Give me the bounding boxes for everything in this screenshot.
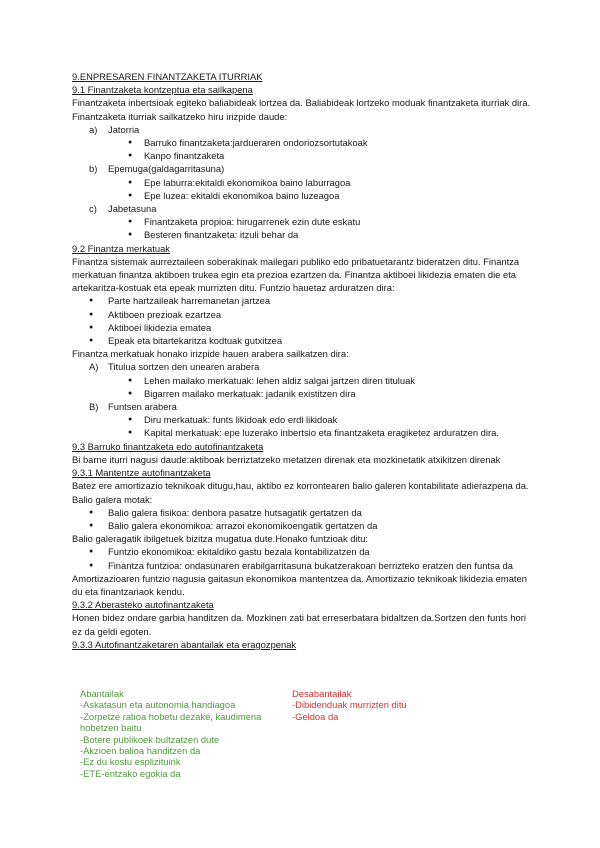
list-item xyxy=(72,387,532,400)
bullet-marker: ● xyxy=(128,376,133,384)
list-item xyxy=(72,374,532,387)
section-9-3-heading: 9.3 Barruko finantzaketa edo autofinantzaketa xyxy=(72,440,264,452)
document-body xyxy=(72,70,532,651)
list-item: -Geldoa da xyxy=(292,710,339,722)
bullet-marker: ● xyxy=(128,429,133,437)
section-9-3-2-text: Honen bidez ondare garbia handitzen da. Mozkinen zati bat erreserbatara bidaltzen da.Sortzen den funts hori ez da geldi egoten. xyxy=(72,612,526,637)
group-B xyxy=(72,400,532,413)
list-item-text: Bigarren mailako merkatuak: jadanik existitzen dira xyxy=(144,387,356,399)
bullet-marker: ● xyxy=(128,231,133,239)
group-b xyxy=(72,162,532,175)
group-c xyxy=(72,202,532,215)
document-title: 9.ENPRESAREN FINANTZAKETA ITURRIAK xyxy=(72,71,263,82)
list-item-text: Aktiboen prezioak ezartzea xyxy=(108,308,222,320)
list-item-text: Aktiboei likidezia ematea xyxy=(108,321,212,333)
list-item xyxy=(72,228,532,241)
list-item: -Zorpetze ratioa hobetu dezake, kaudimena hobetzen baitu xyxy=(80,710,262,734)
list-item xyxy=(72,149,532,162)
section-9-2-heading: 9.2 Finantza merkatuak xyxy=(72,242,170,254)
list-item-text: Besteren finantzaketa: itzuli behar da xyxy=(144,229,299,241)
bullet-marker: ● xyxy=(128,416,133,424)
list-item-text: Jatorria xyxy=(108,123,140,135)
section-9-2-classify: Finantza merkatuak honako irizpide hauen arabera sailkatzen dira: xyxy=(72,348,349,360)
group-a xyxy=(72,123,532,136)
list-item: -Ez du kostu esplizituirik xyxy=(80,756,181,768)
list-item-text: Funtsen arabera xyxy=(108,401,177,413)
list-item-text: Epe luzea: ekitaldi ekonomikoa baino luzeagoa xyxy=(144,189,340,201)
bullet-marker: ● xyxy=(128,139,133,147)
list-item xyxy=(72,545,532,558)
list-item xyxy=(72,519,532,532)
bullet-marker: ● xyxy=(89,337,94,345)
section-9-1-heading: 9.1 Finantzaketa kontzeptua eta sailkapena xyxy=(72,84,253,96)
bullet-marker: ● xyxy=(89,508,94,516)
list-item-text: Epemuga(galdagarritasuna) xyxy=(108,163,225,175)
bullet-marker: b) xyxy=(89,163,98,175)
bullet-marker: a) xyxy=(89,123,98,135)
bullet-marker: ● xyxy=(89,561,94,569)
section-9-3-3-heading: 9.3.3 Autofinantzaketaren abantailak eta eragozpenak xyxy=(72,638,297,650)
list-item xyxy=(72,189,532,202)
bullet-marker: ● xyxy=(128,191,133,199)
list-item xyxy=(72,413,532,426)
bullet-marker: ● xyxy=(89,297,94,305)
bullet-marker: ● xyxy=(89,323,94,331)
list-item-text: Epe laburra:ekitaldi ekonomikoa baino laburragoa xyxy=(144,176,351,188)
list-item-text: Lehen mailako merkatuak: lehen aldiz salgai jartzen diren tituluak xyxy=(144,374,415,386)
bullet-marker: A) xyxy=(89,361,99,373)
bullet-marker: c) xyxy=(89,203,97,215)
advantages-column xyxy=(80,688,290,779)
list-item xyxy=(72,215,532,228)
section-9-3-1-mid: Balio galeragatik ibilgetuek bizitza mugatua dute.Honako funtzioak ditu: xyxy=(72,533,369,545)
section-9-3-2-heading: 9.3.2 Aberasteko autofinantzaketa xyxy=(72,599,214,611)
list-item-text: Titulua sortzen den unearen arabera xyxy=(108,361,260,373)
bullet-marker: ● xyxy=(128,389,133,397)
bullet-marker: ● xyxy=(89,521,94,529)
list-item-text: Balio galera fisikoa: denbora pasatze hutsagatik gertatzen da xyxy=(108,506,362,518)
list-item: -ETE-entzako egokia da xyxy=(80,767,181,779)
section-9-2-intro: Finantza sistemak aurreztaileen soberakinak mailegari publiko edo pribatuetarantz bideratzen ditu. Finantza merkatuan finantza aktiboen trukea egin eta prezioa ezartzen da. Finantza aktiboei likidezia ematen die eta artekaritza-kostuak eta epeak murrizten ditu. Funtzio hauetaz arduratzen dira: xyxy=(72,255,520,294)
list-item: -Dibidenduak murrizten ditu xyxy=(292,699,407,711)
section-9-3-1-outro: Amortizazioaren funtzio nagusia gaitasun ekonomikoa mantentzea da. Amortizazio teknikoak likidezia ematen du eta finantzariaok kendu. xyxy=(72,572,527,597)
list-item xyxy=(72,136,532,149)
bullet-marker: ● xyxy=(128,152,133,160)
advantages-header: Abantailak xyxy=(80,688,124,699)
list-item-text: Kanpo finantzaketa xyxy=(144,150,225,162)
section-9-1-groups xyxy=(72,123,532,242)
section-9-3-intro: Bi barne iturri nagusi daude:aktiboak berriztatzeko metatzen direnak eta mozkinetatik atxikitzen direnak xyxy=(72,453,501,465)
list-item-text: Balio galera ekonomikoa: arrazoi ekonomikoengatik gertatzen da xyxy=(108,519,378,531)
list-item xyxy=(72,426,532,439)
group-A xyxy=(72,360,532,373)
list-item-text: Epeak eta bitartekaritza kodtuak gutxitzea xyxy=(108,335,283,347)
section-9-3-1-intro: Batez ere amortizazio teknikoak ditugu,hau, aktibo ez korrontearen balio galeren kontabilitate adierazpena da. Balio galera motak: xyxy=(72,480,529,505)
disadvantages-header: Desabantailak xyxy=(292,688,352,699)
bullet-marker: ● xyxy=(128,218,133,226)
bullet-marker: ● xyxy=(89,310,94,318)
list-item-text: Kapital merkatuak: epe luzerako inbertsio eta finantzaketa eragiketez arduratzen dira. xyxy=(144,427,499,439)
list-item-text: Finantza funtzioa: ondasunaren erabilgarritasuna bukatzerakoan berrizteko eratzen den funtsa da xyxy=(108,559,513,571)
section-9-1-intro: Finantzaketa inbertsioak egiteko baliabideak lortzea da. Baliabideak lortzeko moduak finantzaketa iturriak dira. Finantzaketa iturriak sailkatzeko hiru irizpide daude: xyxy=(72,97,531,122)
list-item xyxy=(72,321,532,334)
list-item xyxy=(72,294,532,307)
list-item-text: Barruko finantzaketa:jardueraren ondoriozsortutakoak xyxy=(144,137,368,149)
list-item: -Botere publikoek bultzatzen dute xyxy=(80,733,220,745)
list-item-text: Jabetasuna xyxy=(108,203,157,215)
list-item xyxy=(72,506,532,519)
list-item xyxy=(72,559,532,572)
list-item-text: Diru merkatuak: funts likidoak edo erdi likidoak xyxy=(144,414,338,426)
list-item-text: Parte hartzaileak harremanetan jartzea xyxy=(108,295,271,307)
list-item xyxy=(72,176,532,189)
bullet-marker: ● xyxy=(89,548,94,556)
section-9-3-1-heading: 9.3.1 Mantentze autofinantzaketa xyxy=(72,467,211,479)
bullet-marker: ● xyxy=(128,178,133,186)
list-item xyxy=(72,334,532,347)
list-item: -Askatasun eta autonomia handiagoa xyxy=(80,699,236,711)
list-item-text: Finantzaketa propioa: hirugarrenek ezin dute eskatu xyxy=(144,216,361,228)
list-item xyxy=(72,308,532,321)
list-item: -Akzioen balioa handitzen da xyxy=(80,745,201,757)
list-item-text: Funtzio ekonomikoa: ekitaldiko gastu bezala kontabilizatzen da xyxy=(108,546,370,558)
disadvantages-column xyxy=(292,688,492,722)
bullet-marker: B) xyxy=(89,401,99,413)
